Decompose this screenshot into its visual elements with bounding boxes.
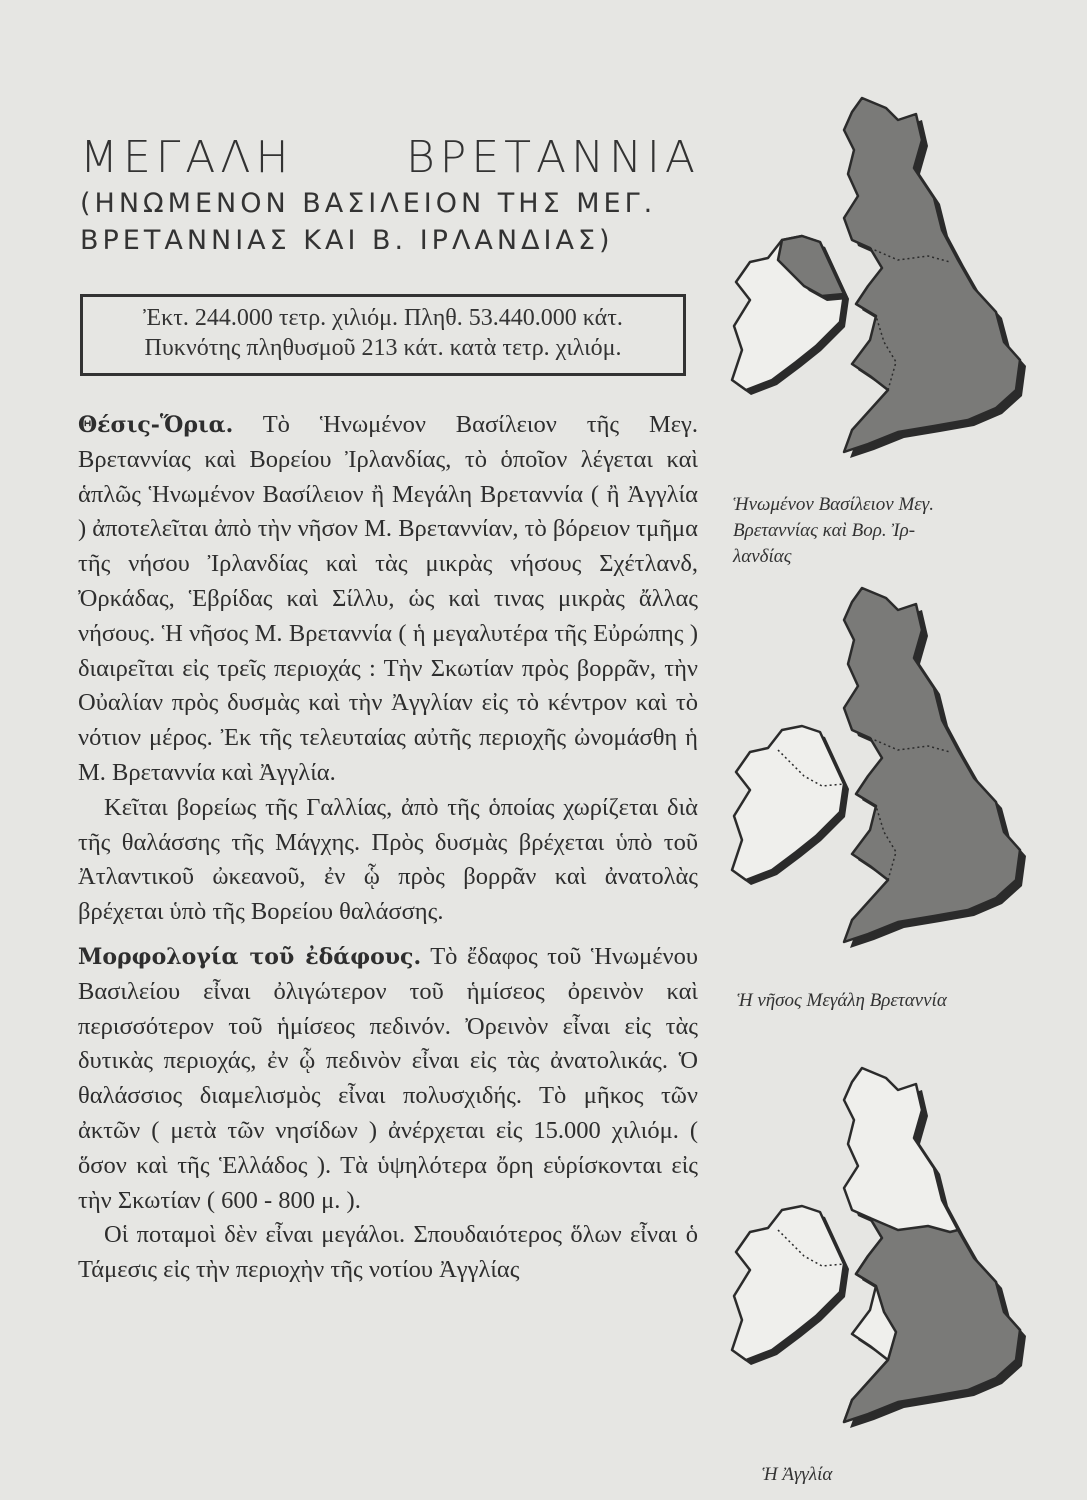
statistics-line2: Πυκνότης πληθυσμοῦ 213 κάτ. κατὰ τετρ. χιλιόμ.: [144, 335, 622, 361]
map-england: [720, 1060, 1040, 1460]
position-paragraph-2: Κεῖται βορείως τῆς Γαλλίας, ἀπὸ τῆς ὁποίας χωρίζεται διὰ τῆς θαλάσσης τῆς Μάγχης. Πρὸς δυσμὰς βρέχεται ὑπὸ τοῦ Ἀτλαντικοῦ ὠκεανοῦ, ἐν ᾧ πρὸς βορρᾶν καὶ ἀνατολὰς βρέχεται ὑπὸ τῆς Βορείου θαλάσσης.: [78, 793, 698, 926]
position-heading: Θέσις-Ὅρια.: [78, 412, 234, 438]
ireland-shape: [732, 1206, 849, 1365]
statistics-box: [80, 294, 686, 376]
page-title: ΜΕΓΑΛΗ ΒΡΕΤΑΝΝΙΑ: [80, 132, 700, 183]
great-britain-shape: [844, 98, 1026, 458]
morphology-text: Τὸ ἔδαφος τοῦ Ἡνωμένου Βασιλείου εἶναι ὀλιγώτερον τοῦ ἡμίσεος ὀρεινὸν καὶ περισσότερον τοῦ ἡμίσεος πεδινόν. Ὀρεινὸν εἶναι εἰς τὰς δυτικὰς περιοχάς, ἐν ᾧ πεδινὸν εἶναι εἰς τὰς ἀνατολικάς. Ὁ θαλάσσιος διαμελισμὸς εἶναι πολυσχιδής. Τὸ μῆκος τῶν ἀκτῶν ( μετὰ τῶν νησίδων ) ἀνέρχεται εἰς 15.000 χιλιόμ. ( ὅσον καὶ τῆς Ἑλλάδος ). Τὰ ὑψηλότερα ὄρη εὑρίσκονται εἰς τὴν Σκωτίαν ( 600 - 800 μ. ).: [78, 942, 699, 1214]
page-subtitle-line2: ΒΡΕΤΑΝΝΙΑΣ ΚΑΙ Β. ΙΡΛΑΝΔΙΑΣ): [80, 225, 614, 256]
morphology-paragraph: [78, 940, 698, 1218]
position-paragraph: [78, 408, 698, 791]
position-text: Τὸ Ἡνωμένον Βασίλειον τῆς Μεγ. Βρεταννίας καὶ Βορείου Ἰρλανδίας, τὸ ὁποῖον λέγεται καὶ ἁπλῶς Ἡνωμένον Βασίλειον ἢ Μεγάλη Βρεταννία ( ἢ Ἀγγλία ) ἀποτελεῖται ἀπὸ τὴν νῆσον Μ. Βρεταννίαν, τὸ βόρειον τμῆμα τῆς νήσου Ἰρλανδίας καὶ τὰς μικρὰς νήσους Σχέτλανδ, Ὀρκάδας, Ἑβρίδας καὶ Σίλλυ, ὡς καὶ τινας μικρὰς ἄλλας νήσους. Ἡ νῆσος Μ. Βρεταννία ( ἡ μεγαλυτέρα τῆς Εὐρώπης ) διαιρεῖται εἰς τρεῖς περιοχάς : Τὴν Σκωτίαν πρὸς βορρᾶν, τὴν Οὐαλίαν πρὸς δυσμὰς καὶ τὴν Ἀγγλίαν εἰς τὸ κέντρον καὶ τὸ νότιον μέρος. Ἐκ τῆς τελευταίας αὐτῆς περιοχῆς ὠνομάσθη ἡ Μ. Βρεταννία καὶ Ἀγγλία.: [78, 411, 699, 786]
map-united-kingdom: [720, 90, 1040, 490]
body-text: [78, 408, 698, 1288]
map-great-britain-island: [720, 580, 1040, 980]
great-britain-shape: [844, 588, 1026, 948]
rivers-paragraph: Οἱ ποταμοὶ δὲν εἶναι μεγάλοι. Σπουδαιότερος ὅλων εἶναι ὁ Τάμεσις εἰς τὴν περιοχὴν τῆς νοτίου Ἀγγλίας: [78, 1221, 698, 1284]
caption1-line2: Βρεταννίας καὶ Βορ. Ἰρ-: [733, 520, 916, 541]
caption1-line3: λανδίας: [733, 546, 792, 567]
map-caption-united-kingdom: [733, 492, 934, 570]
caption1-line1: Ἡνωμένον Βασίλειον Μεγ.: [733, 494, 935, 515]
morphology-heading: Μορφολογία τοῦ ἐδάφους.: [78, 943, 422, 970]
statistics-line1: Ἐκτ. 244.000 τετρ. χιλιόμ. Πληθ. 53.440.000 κάτ.: [143, 305, 623, 331]
map-caption-england: Ἡ Ἀγγλία: [762, 1464, 833, 1485]
ireland-shape: [732, 726, 849, 885]
page-subtitle-line1: (ΗΝΩΜΕΝΟΝ ΒΑΣΙΛΕΙΟΝ ΤΗΣ ΜΕΓ.: [80, 188, 657, 219]
map-caption-great-britain: Ἡ νῆσος Μεγάλη Βρεταννία: [737, 990, 947, 1011]
